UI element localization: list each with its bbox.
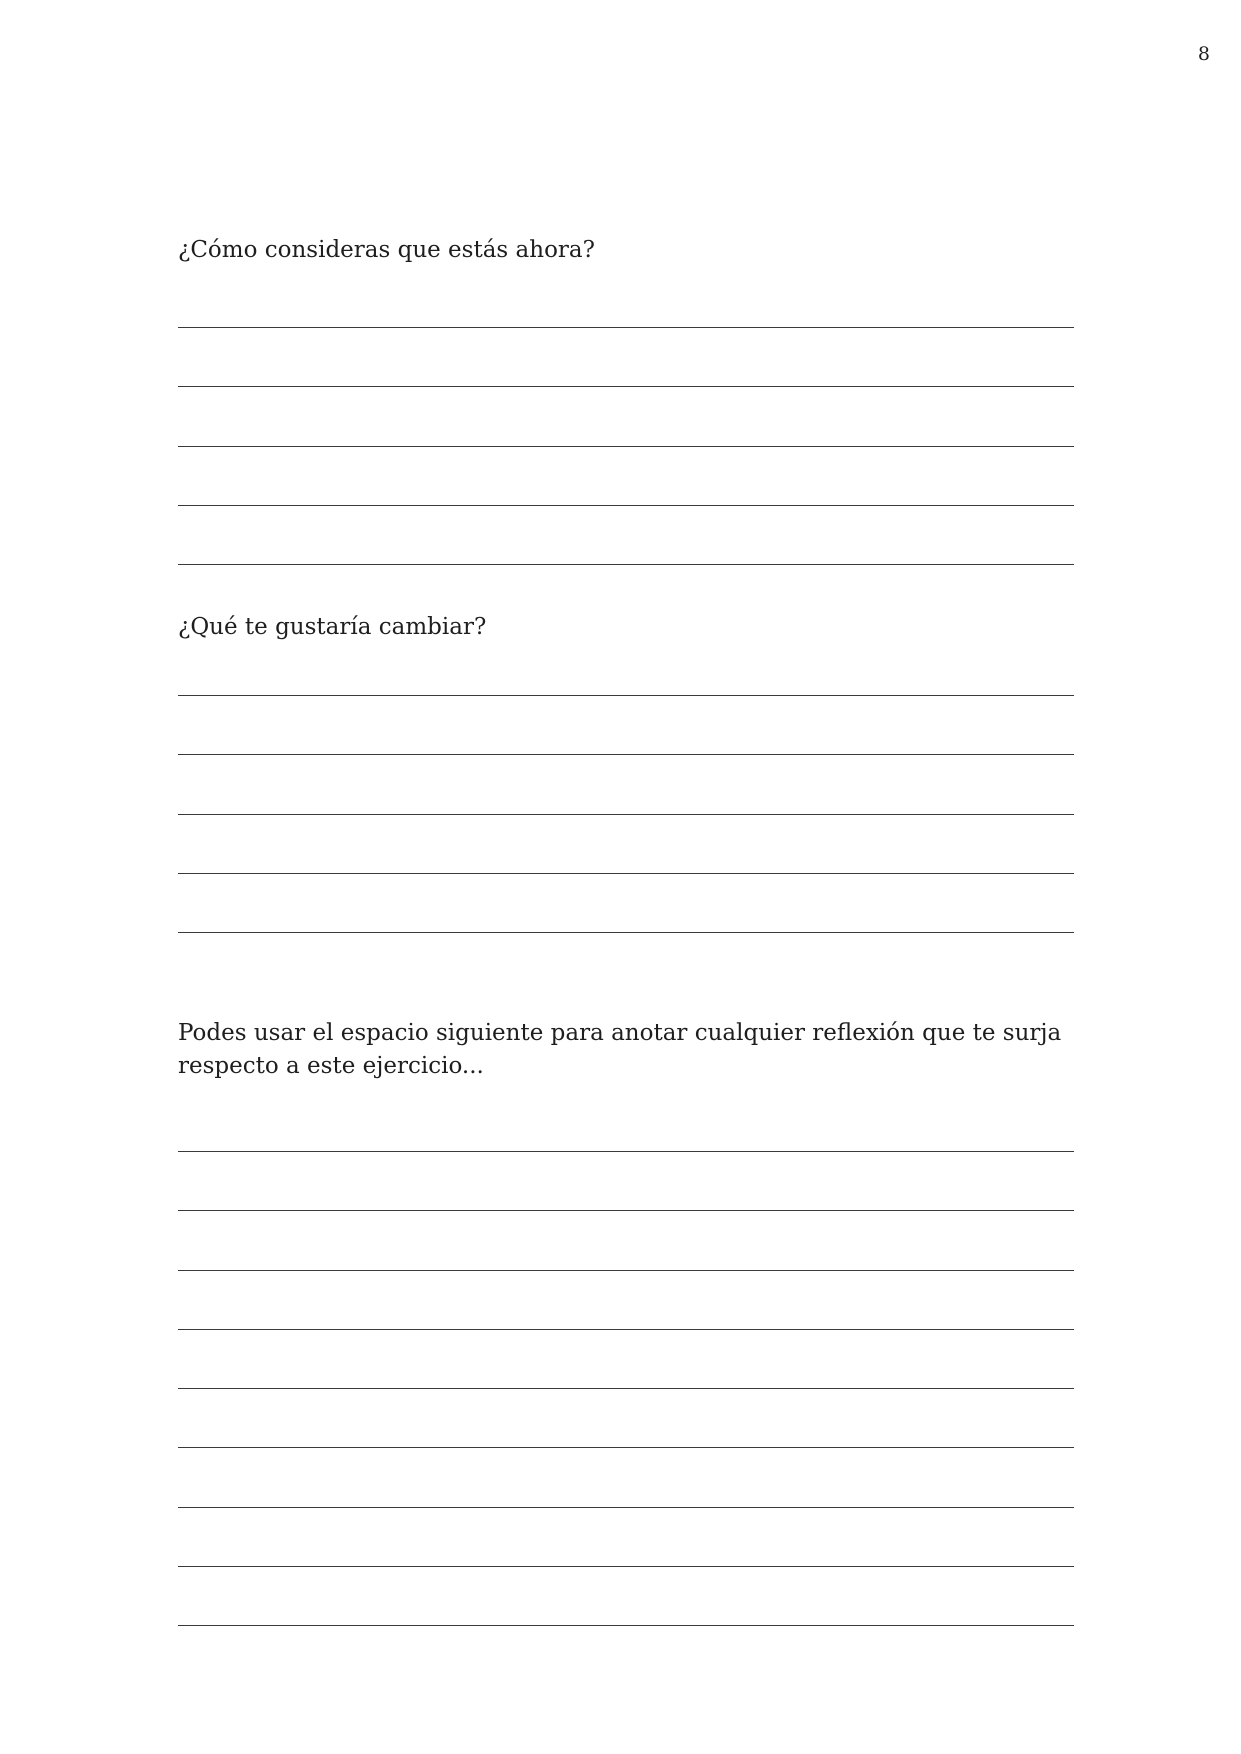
writing-line bbox=[178, 564, 1074, 565]
page-number: 8 bbox=[1197, 43, 1210, 65]
writing-line bbox=[178, 1388, 1074, 1389]
writing-line bbox=[178, 1447, 1074, 1448]
writing-line bbox=[178, 386, 1074, 387]
writing-line bbox=[178, 1625, 1074, 1626]
writing-line bbox=[178, 505, 1074, 506]
writing-line bbox=[178, 754, 1074, 755]
writing-line bbox=[178, 932, 1074, 933]
writing-line bbox=[178, 327, 1074, 328]
writing-line bbox=[178, 695, 1074, 696]
question-reflection: Podes usar el espacio siguiente para anotar cualquier reflexión que te surja respecto a este ejercicio... bbox=[178, 1020, 1062, 1079]
writing-line bbox=[178, 1270, 1074, 1271]
question-desired-change: ¿Qué te gustaría cambiar? bbox=[178, 614, 487, 640]
writing-line bbox=[178, 1151, 1074, 1152]
writing-line bbox=[178, 873, 1074, 874]
question-current-state: ¿Cómo consideras que estás ahora? bbox=[178, 237, 595, 263]
writing-line bbox=[178, 1566, 1074, 1567]
writing-line bbox=[178, 814, 1074, 815]
writing-line bbox=[178, 1507, 1074, 1508]
writing-line bbox=[178, 1329, 1074, 1330]
writing-line bbox=[178, 1210, 1074, 1211]
writing-line bbox=[178, 446, 1074, 447]
